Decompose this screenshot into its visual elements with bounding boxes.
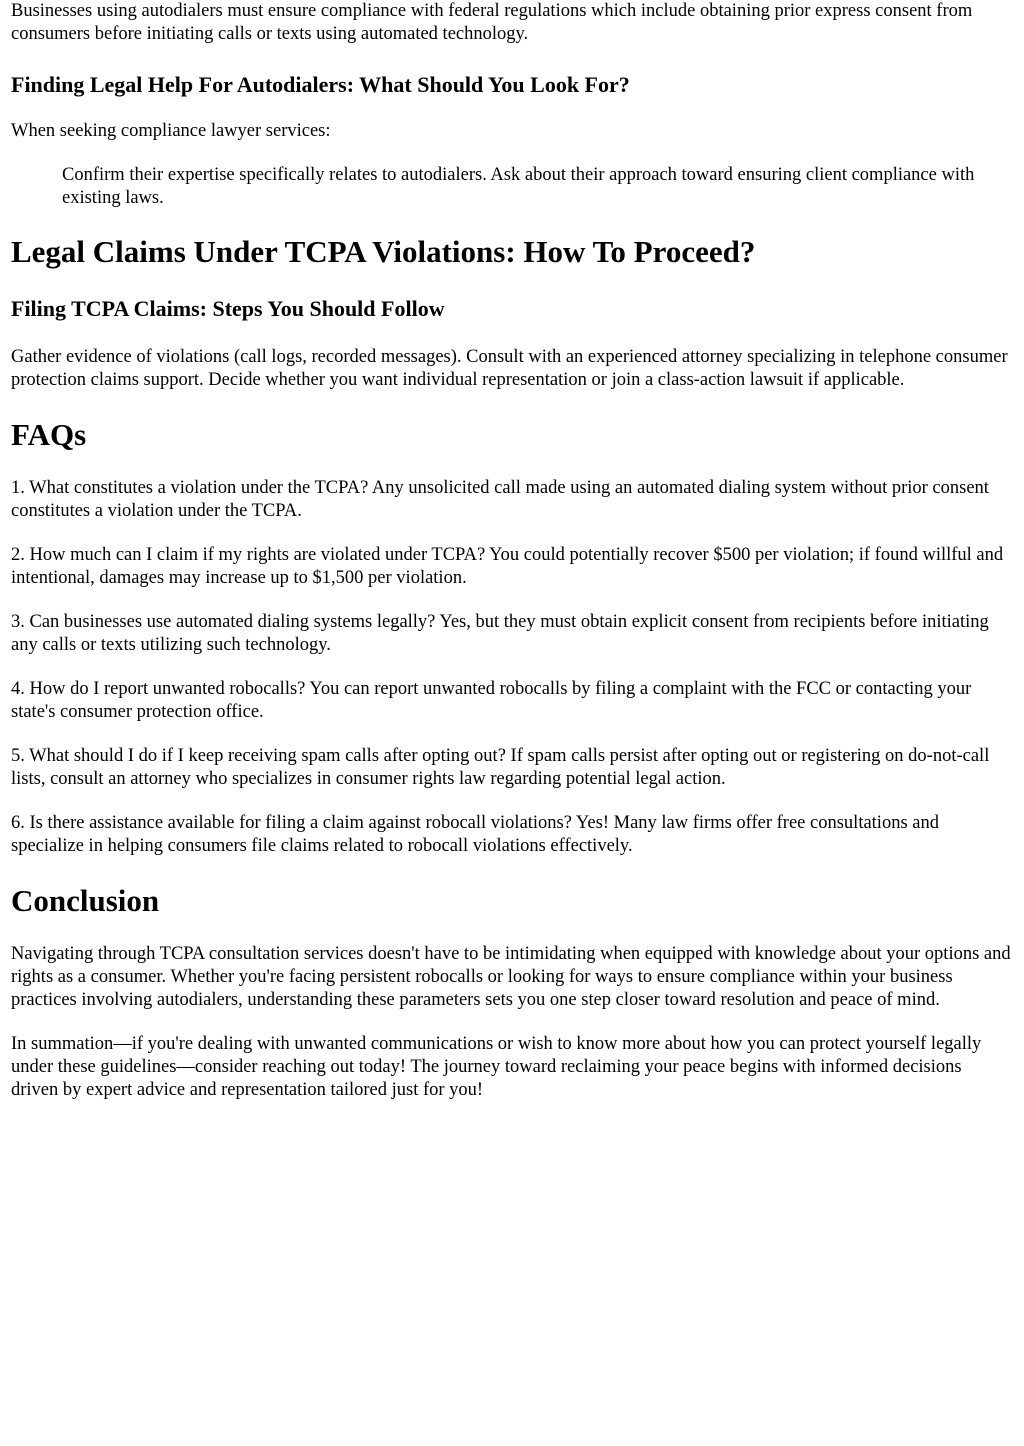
faq-item-6: 6. Is there assistance available for filing a claim against robocall violations? Yes! Many law firms offer free consultations and specialize in helping consumers file claims related to robocall violations effectively. — [11, 813, 939, 856]
claims-heading: Legal Claims Under TCPA Violations: How To Proceed? — [11, 234, 756, 269]
claims-body: Gather evidence of violations (call logs, recorded messages). Consult with an experienced attorney specializing in telephone consumer protection claims support. Decide whether you want individual representation or join a class-action lawsuit if applicable. — [11, 347, 1008, 390]
conclusion-paragraph-2: In summation—if you're dealing with unwanted communications or wish to know more about how you can protect yourself legally under these guidelines—consider reaching out today! The journey toward reclaiming your peace begins with informed decisions driven by expert advice and representation tailored just for you! — [11, 1034, 982, 1100]
faq-item-5: 5. What should I do if I keep receiving spam calls after opting out? If spam calls persist after opting out or registering on do-not-call lists, consult an attorney who specializes in consumer rights law regarding potential legal action. — [11, 746, 990, 789]
claims-subheading: Filing TCPA Claims: Steps You Should Follow — [11, 296, 445, 321]
faq-item-2: 2. How much can I claim if my rights are violated under TCPA? You could potentially recover $500 per violation; if found willful and intentional, damages may increase up to $1,500 per violation. — [11, 545, 1004, 588]
conclusion-paragraph-1: Navigating through TCPA consultation services doesn't have to be intimidating when equipped with knowledge about your options and rights as a consumer. Whether you're facing persistent robocalls or looking for ways to ensure compliance within your business practices involving autodialers, understanding these parameters sets you one step closer toward resolution and peace of mind. — [11, 944, 1011, 1010]
faq-item-3: 3. Can businesses use automated dialing systems legally? Yes, but they must obtain explicit consent from recipients before initiating any calls or texts utilizing such technology. — [11, 612, 989, 655]
faq-item-1: 1. What constitutes a violation under the TCPA? Any unsolicited call made using an automated dialing system without prior consent constitutes a violation under the TCPA. — [11, 478, 989, 521]
intro-paragraph: Businesses using autodialers must ensure compliance with federal regulations which include obtaining prior express consent from consumers before initiating calls or texts using automated technology. — [11, 1, 973, 44]
legal-help-heading: Finding Legal Help For Autodialers: What Should You Look For? — [11, 72, 630, 97]
faq-item-4: 4. How do I report unwanted robocalls? You can report unwanted robocalls by filing a complaint with the FCC or contacting your state's consumer protection office. — [11, 679, 972, 722]
legal-help-quote: Confirm their expertise specifically relates to autodialers. Ask about their approach toward ensuring client compliance with existing laws. — [62, 165, 975, 208]
conclusion-heading: Conclusion — [11, 883, 160, 918]
legal-help-lead: When seeking compliance lawyer services: — [11, 121, 331, 141]
faqs-heading: FAQs — [11, 417, 87, 452]
